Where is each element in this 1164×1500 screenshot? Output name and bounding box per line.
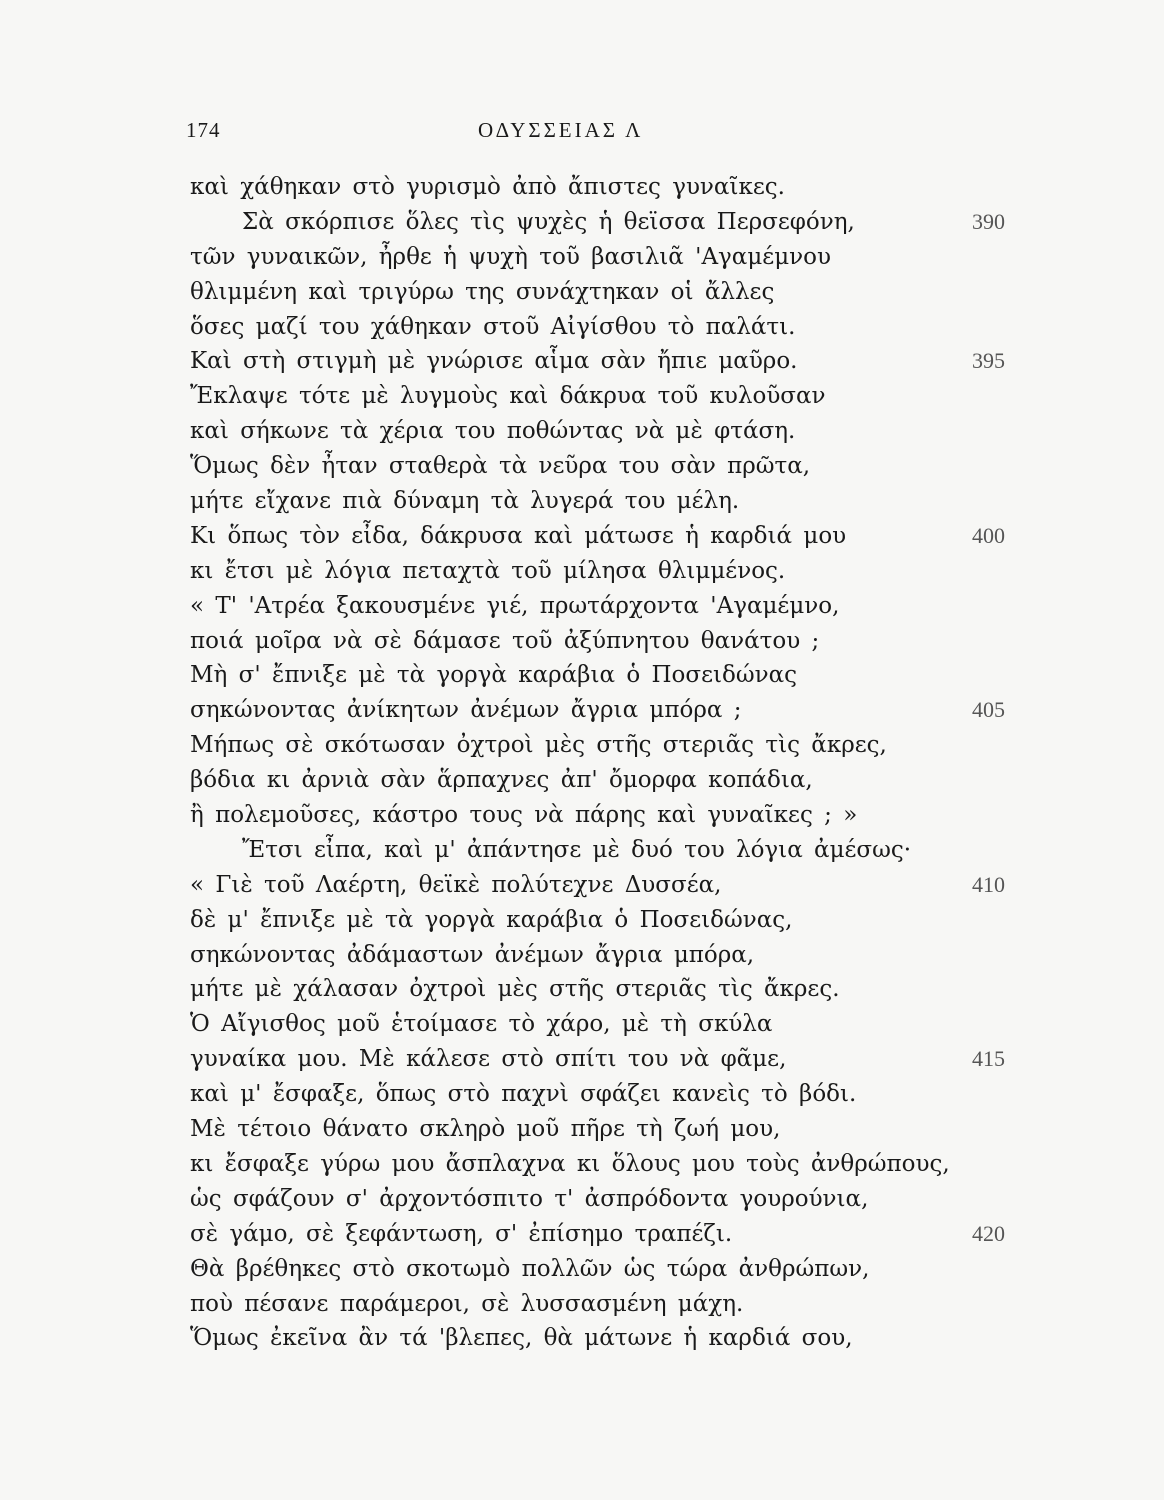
- verse-text: Σὰ σκόρπισε ὅλες τὶς ψυχὲς ἡ θεϊσσα Περσεφόνη,: [242, 208, 855, 235]
- verse-text: γυναίκα μου. Μὲ κάλεσε στὸ σπίτι του νὰ φᾶμε,: [190, 1046, 787, 1073]
- verse-line: [190, 484, 1030, 519]
- verse-text: σηκώνοντας ἀδάμαστων ἀνέμων ἄγρια μπόρα,: [190, 941, 755, 968]
- verse-line: [190, 1147, 1030, 1182]
- verse-text: βόδια κι ἀρνιὰ σὰν ἅρπαχνες ἀπ' ὄμορφα κοπάδια,: [190, 767, 813, 794]
- verse-line: [190, 938, 1030, 973]
- verse-line: [190, 833, 1030, 868]
- verse-text: « Γιὲ τοῦ Λαέρτη, θεϊκὲ πολύτεχνε Δυσσέα,: [190, 871, 722, 898]
- verse-line: [190, 1007, 1030, 1042]
- verse-block: [190, 170, 1030, 1356]
- verse-text: Καὶ στὴ στιγμὴ μὲ γνώρισε αἷμα σὰν ἤπιε μαῦρο.: [190, 348, 798, 375]
- verse-text: σὲ γάμο, σὲ ξεφάντωση, σ' ἐπίσημο τραπέζι.: [190, 1220, 733, 1247]
- verse-text: Ὅμως ἐκεῖνα ἂν τά 'βλεπες, θὰ μάτωνε ἡ καρδιά σου,: [190, 1325, 853, 1352]
- verse-line: [190, 379, 1030, 414]
- verse-line: [190, 1217, 1030, 1252]
- verse-line: [190, 170, 1030, 205]
- verse-line: [190, 1182, 1030, 1217]
- verse-line: [190, 1077, 1030, 1112]
- verse-text: « Τ' 'Ατρέα ξακουσμένε γιέ, πρωτάρχοντα 'Αγαμέμνο,: [190, 592, 840, 619]
- verse-text: Κι ὅπως τὸν εἶδα, δάκρυσα καὶ μάτωσε ἡ καρδιά μου: [190, 522, 847, 549]
- verse-text: μήτε εἴχανε πιὰ δύναμη τὰ λυγερά του μέλη.: [190, 488, 740, 515]
- verse-line: [190, 205, 1030, 240]
- verse-line: [190, 240, 1030, 275]
- verse-text: Ἔτσι εἶπα, καὶ μ' ἀπάντησε μὲ δυό του λόγια ἀμέσως·: [242, 836, 912, 863]
- verse-text: θλιμμένη καὶ τριγύρω της συνάχτηκαν οἱ ἄλλες: [190, 278, 775, 305]
- verse-text: τῶν γυναικῶν, ἦρθε ἡ ψυχὴ τοῦ βασιλιᾶ 'Αγαμέμνου: [190, 243, 831, 270]
- verse-text: ποὺ πέσανε παράμεροι, σὲ λυσσασμένη μάχη.: [190, 1290, 744, 1317]
- verse-text: κι ἔτσι μὲ λόγια πεταχτὰ τοῦ μίλησα θλιμμένος.: [190, 557, 786, 584]
- running-title: ΟΔΥΣΣΕΙΑΣ Λ: [478, 118, 644, 142]
- line-number: 400: [972, 522, 1005, 548]
- verse-text: καὶ μ' ἔσφαξε, ὅπως στὸ παχνὶ σφάζει κανεὶς τὸ βόδι.: [190, 1081, 857, 1108]
- verse-text: ὅσες μαζί του χάθηκαν στοῦ Αἰγίσθου τὸ παλάτι.: [190, 313, 796, 340]
- verse-line: [190, 728, 1030, 763]
- verse-text: καὶ σήκωνε τὰ χέρια του ποθώντας νὰ μὲ φτάση.: [190, 418, 796, 445]
- page-header: [186, 118, 986, 152]
- verse-line: [190, 903, 1030, 938]
- verse-line: [190, 1042, 1030, 1077]
- line-number: 390: [972, 208, 1005, 234]
- line-number: 415: [972, 1046, 1005, 1072]
- line-number: 420: [972, 1220, 1005, 1246]
- verse-line: [190, 589, 1030, 624]
- verse-line: [190, 1287, 1030, 1322]
- verse-line: [190, 344, 1030, 379]
- verse-line: [190, 1112, 1030, 1147]
- verse-text: ἢ πολεμοῦσες, κάστρο τους νὰ πάρης καὶ γυναῖκες ; »: [190, 802, 858, 829]
- verse-text: Μὴ σ' ἔπνιξε μὲ τὰ γοργὰ καράβια ὁ Ποσειδώνας: [190, 662, 798, 689]
- verse-text: κι ἔσφαξε γύρω μου ἄσπλαχνα κι ὅλους μου τοὺς ἀνθρώπους,: [190, 1150, 950, 1177]
- verse-line: [190, 693, 1030, 728]
- verse-line: [190, 449, 1030, 484]
- verse-line: [190, 310, 1030, 345]
- verse-text: σηκώνοντας ἀνίκητων ἀνέμων ἄγρια μπόρα ;: [190, 697, 742, 724]
- verse-line: [190, 414, 1030, 449]
- page-number: 174: [186, 118, 221, 142]
- verse-line: [190, 624, 1030, 659]
- line-number: 410: [972, 871, 1005, 897]
- verse-line: [190, 1252, 1030, 1287]
- verse-text: καὶ χάθηκαν στὸ γυρισμὸ ἀπὸ ἄπιστες γυναῖκες.: [190, 174, 785, 200]
- verse-text: μήτε μὲ χάλασαν ὀχτροὶ μὲς στῆς στεριᾶς τὶς ἄκρες.: [190, 976, 840, 1003]
- verse-text: Ὁ Αἴγισθος μοῦ ἑτοίμασε τὸ χάρο, μὲ τὴ σκύλα: [190, 1011, 773, 1038]
- verse-text: Ἔκλαψε τότε μὲ λυγμοὺς καὶ δάκρυα τοῦ κυλοῦσαν: [190, 383, 826, 410]
- verse-text: ποιά μοῖρα νὰ σὲ δάμασε τοῦ ἀξύπνητου θανάτου ;: [190, 627, 820, 654]
- verse-line: [190, 972, 1030, 1007]
- line-number: 405: [972, 697, 1005, 723]
- verse-text: Μήπως σὲ σκότωσαν ὀχτροὶ μὲς στῆς στεριᾶς τὶς ἄκρες,: [190, 732, 887, 759]
- verse-line: [190, 554, 1030, 589]
- verse-text: δὲ μ' ἔπνιξε μὲ τὰ γοργὰ καράβια ὁ Ποσειδώνας,: [190, 906, 793, 933]
- verse-line: [190, 519, 1030, 554]
- verse-text: ὡς σφάζουν σ' ἀρχοντόσπιτο τ' ἀσπρόδοντα γουρούνια,: [190, 1185, 869, 1212]
- verse-text: Θὰ βρέθηκες στὸ σκοτωμὸ πολλῶν ὡς τώρα ἀνθρώπων,: [190, 1255, 870, 1282]
- verse-text: Μὲ τέτοιο θάνατο σκληρὸ μοῦ πῆρε τὴ ζωή μου,: [190, 1116, 781, 1143]
- verse-line: [190, 658, 1030, 693]
- verse-line: [190, 1321, 1030, 1356]
- verse-line: [190, 275, 1030, 310]
- verse-text: Ὅμως δὲν ἦταν σταθερὰ τὰ νεῦρα του σὰν πρῶτα,: [190, 453, 811, 480]
- verse-line: [190, 868, 1030, 903]
- verse-line: [190, 798, 1030, 833]
- verse-line: [190, 763, 1030, 798]
- line-number: 395: [972, 348, 1005, 374]
